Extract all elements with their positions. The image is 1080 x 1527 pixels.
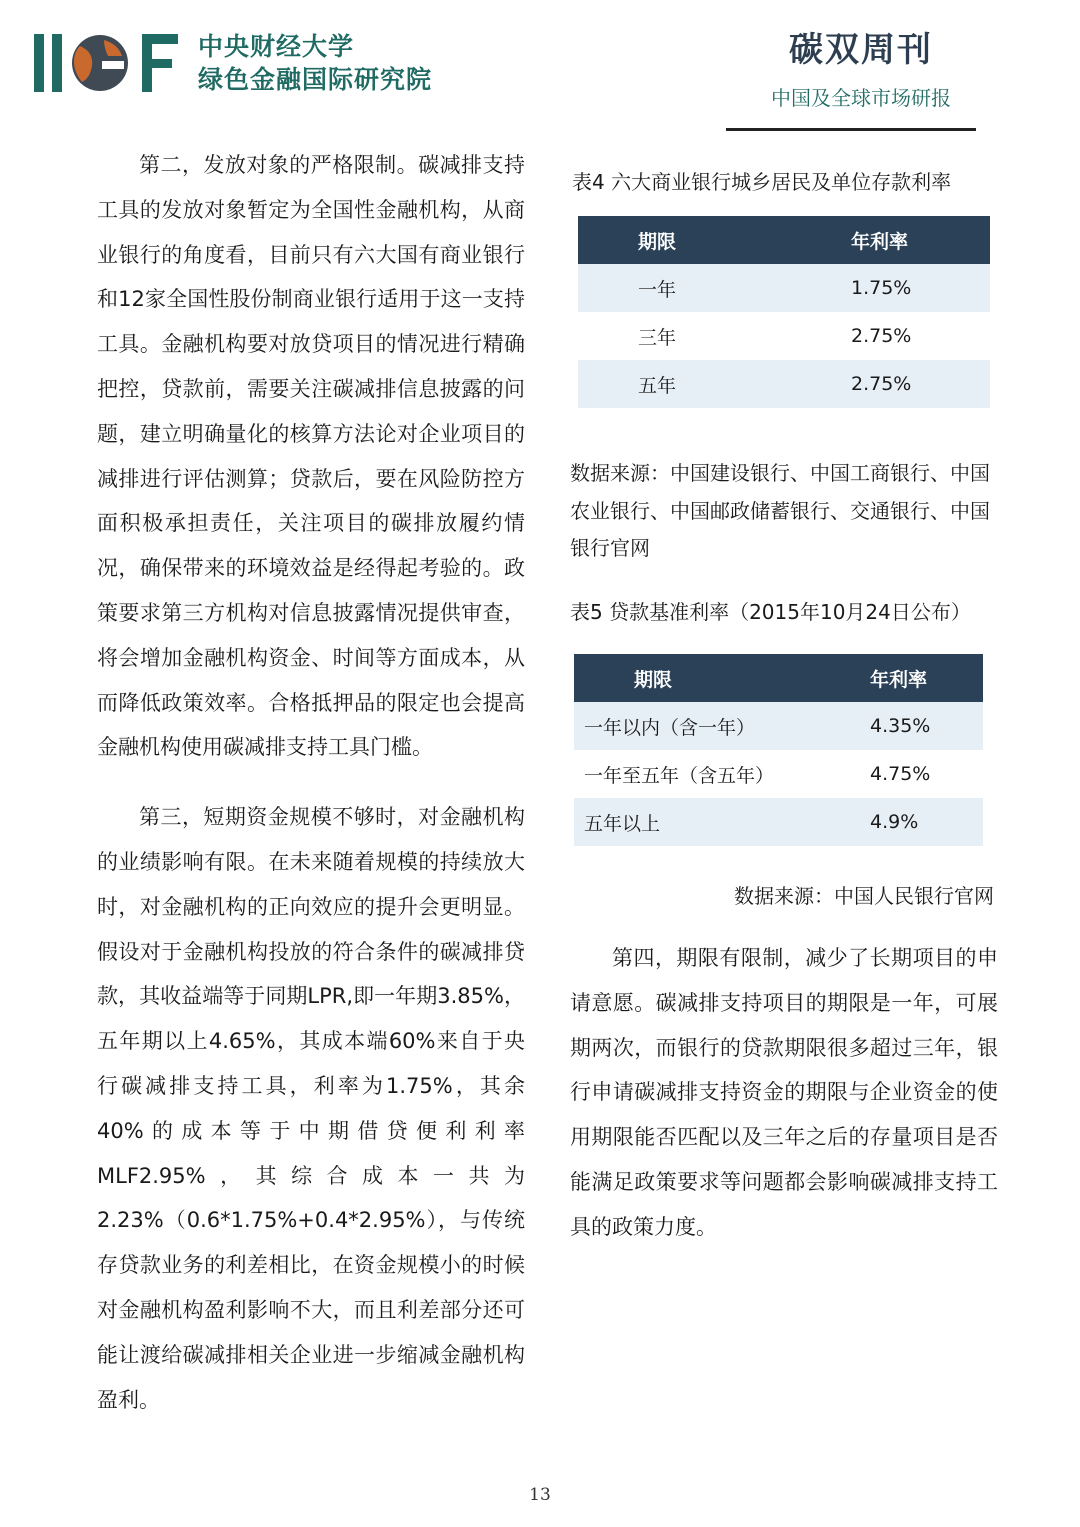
table4	[578, 216, 990, 408]
weekly-brand	[746, 28, 976, 112]
page-number: 13	[529, 1485, 551, 1505]
table-row	[574, 702, 983, 750]
iigf-logo	[34, 32, 184, 94]
table4-term: 五年	[578, 360, 851, 408]
table5-term: 一年至五年（含五年）	[584, 764, 775, 787]
institute-line2: 绿色金融国际研究院	[198, 65, 433, 94]
table5-term: 五年以上	[574, 798, 870, 846]
table4-term: 一年	[578, 264, 851, 312]
table5-header-rate: 年利率	[870, 654, 983, 702]
table5-header-row	[574, 654, 983, 702]
right-column	[570, 936, 998, 1250]
weekly-subtitle: 中国及全球市场研报	[771, 86, 951, 110]
table-row	[574, 750, 983, 798]
paragraph-third: 第三，短期资金规模不够时，对金融机构的业绩影响有限。在未来随着规模的持续放大时，对金融机构的正向效应的提升会更明显。假设对于金融机构投放的符合条件的碳减排贷款，其收益端等于同期LPR,即一年期3.85%，五年期以上4.65%，其成本端60%来自于央行碳减排支持工具，利率为1.75%，其余40%的成本等于中期借贷便利利率MLF2.95%，其综合成本一共为2.23%（0.6*1.75%+0.4*2.95%），与传统存贷款业务的利差相比，在资金规模小的时候对金融机构盈利影响不大，而且利差部分还可能让渡给碳减排相关企业进一步缩减金融机构盈利。	[97, 805, 525, 1412]
table5-rate: 4.75%	[870, 763, 931, 785]
table5	[574, 654, 983, 846]
table5-header-term: 期限	[574, 654, 870, 702]
header-rule	[726, 128, 976, 131]
table5-term: 一年以内（含一年）	[574, 702, 870, 750]
table5-caption: 表5 贷款基准利率（2015年10月24日公布）	[570, 600, 971, 624]
institute-name	[198, 30, 432, 96]
table4-header-rate: 年利率	[851, 216, 990, 264]
institute-line1: 中央财经大学	[198, 32, 355, 61]
table5-source: 数据来源：中国人民银行官网	[734, 884, 994, 908]
table4-header-term: 期限	[578, 216, 851, 264]
table4-source: 数据来源：中国建设银行、中国工商银行、中国农业银行、中国邮政储蓄银行、交通银行、中国银行官网	[570, 461, 990, 560]
table5-rate: 4.9%	[870, 798, 983, 846]
table4-rate: 2.75%	[851, 325, 912, 347]
table-row	[578, 360, 990, 408]
paragraph-fourth: 第四，期限有限制，减少了长期项目的申请意愿。碳减排支持项目的期限是一年，可展期两次，而银行的贷款期限很多超过三年，银行申请碳减排支持资金的期限与企业资金的使用期限能否匹配以及三年之后的存量项目是否能满足政策要求等问题都会影响碳减排支持工具的政策力度。	[570, 946, 998, 1239]
table-row	[578, 312, 990, 360]
paragraph-second: 第二，发放对象的严格限制。碳减排支持工具的发放对象暂定为全国性金融机构，从商业银行的角度看，目前只有六大国有商业银行和12家全国性股份制商业银行适用于这一支持工具。金融机构要对放贷项目的情况进行精确把控，贷款前，需要关注碳减排信息披露的问题，建立明确量化的核算方法论对企业项目的减排进行评估测算；贷款后，要在风险防控方面积极承担责任，关注项目的碳排放履约情况，确保带来的环境效益是经得起考验的。政策要求第三方机构对信息披露情况提供审查，将会增加金融机构资金、时间等方面成本，从而降低政策效率。合格抵押品的限定也会提高金融机构使用碳减排支持工具门槛。	[97, 153, 525, 760]
weekly-title: 碳双周刊	[789, 30, 933, 70]
table4-header-row	[578, 216, 990, 264]
table-row	[574, 798, 983, 846]
table4-rate: 2.75%	[851, 360, 990, 408]
table4-rate: 1.75%	[851, 264, 990, 312]
table5-rate: 4.35%	[870, 702, 983, 750]
left-column	[97, 143, 525, 1422]
table4-term: 三年	[638, 326, 677, 349]
table4-caption: 表4 六大商业银行城乡居民及单位存款利率	[572, 170, 952, 194]
table-row	[578, 264, 990, 312]
svg-text:IIGF: IIGF	[34, 32, 36, 33]
